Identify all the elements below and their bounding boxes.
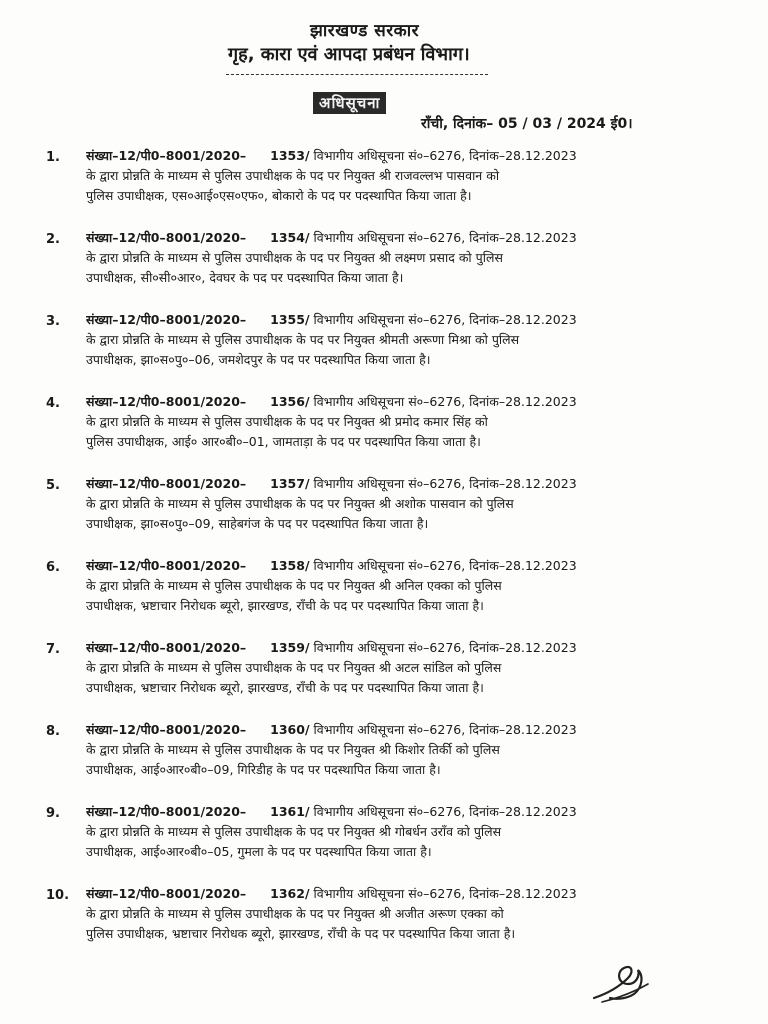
- reference-number: संख्या–12/पी0–8001/2020–: [86, 804, 247, 819]
- entry-10: [0, 876, 768, 956]
- entry-line-1-rest: विभागीय अधिसूचना सं०–6276, दिनांक–28.12.2023: [313, 558, 577, 573]
- entry-7: [0, 630, 768, 710]
- reference-number: संख्या–12/पी0–8001/2020–: [86, 722, 247, 737]
- entry-line-1-rest: विभागीय अधिसूचना सं०–6276, दिनांक–28.12.2023: [313, 804, 577, 819]
- entry-2: [0, 220, 768, 300]
- entry-1: [0, 138, 768, 218]
- reference-number: संख्या–12/पी0–8001/2020–: [86, 886, 247, 901]
- entry-line-1-rest: विभागीय अधिसूचना सं०–6276, दिनांक–28.12.2023: [313, 230, 577, 245]
- entry-line-2: के द्वारा प्रोन्नति के माध्यम से पुलिस उपाधीक्षक के पद पर नियुक्त श्री गोबर्धन उराँव को पुलिस: [86, 824, 502, 839]
- entry-line-3: पुलिस उपाधीक्षक, आई० आर०बी०–01, जामताड़ा के पद पर पदस्थापित किया जाता है।: [86, 434, 481, 449]
- serial-number: 1355/: [270, 312, 310, 327]
- entry-line-2: के द्वारा प्रोन्नति के माध्यम से पुलिस उपाधीक्षक के पद पर नियुक्त श्री किशोर तिर्की को पुलिस: [86, 742, 500, 757]
- entry-line-2: के द्वारा प्रोन्नति के माध्यम से पुलिस उपाधीक्षक के पद पर नियुक्त श्री प्रमोद कमार सिंह को: [86, 414, 488, 429]
- entry-line-3: उपाधीक्षक, झा०स०पु०–06, जमशेदपुर के पद पर पदस्थापित किया जाता है।: [86, 352, 431, 367]
- entry-line-2: के द्वारा प्रोन्नति के माध्यम से पुलिस उपाधीक्षक के पद पर नियुक्त श्री अजीत अरूण एक्का को: [86, 906, 504, 921]
- entry-number: 5.: [46, 478, 60, 493]
- entry-line-2: के द्वारा प्रोन्नति के माध्यम से पुलिस उपाधीक्षक के पद पर नियुक्त श्री अशोक पासवान को पुलिस: [86, 496, 514, 511]
- signature-icon: [588, 958, 652, 1004]
- reference-number: संख्या–12/पी0–8001/2020–: [86, 312, 247, 327]
- entry-line-1: [86, 392, 666, 412]
- entry-number: 10.: [46, 888, 70, 903]
- serial-number: 1358/: [270, 558, 310, 573]
- entry-3: [0, 302, 768, 382]
- entry-number: 4.: [46, 396, 60, 411]
- entry-line-1-rest: विभागीय अधिसूचना सं०–6276, दिनांक–28.12.2023: [313, 148, 577, 163]
- notification-title: अधिसूचना: [313, 92, 386, 114]
- entry-line-1: [86, 146, 666, 166]
- entry-line-2: के द्वारा प्रोन्नति के माध्यम से पुलिस उपाधीक्षक के पद पर नियुक्त श्रीमती अरूणा मिश्रा को पुलिस: [86, 332, 520, 347]
- entry-number: 6.: [46, 560, 60, 575]
- reference-number: संख्या–12/पी0–8001/2020–: [86, 640, 247, 655]
- department-name: गृह, कारा एवं आपदा प्रबंधन विभाग।: [228, 44, 470, 65]
- entry-line-3: उपाधीक्षक, आई०आर०बी०–09, गिरिडीह के पद पर पदस्थापित किया जाता है।: [86, 762, 441, 777]
- serial-number: 1361/: [270, 804, 310, 819]
- entry-9: [0, 794, 768, 874]
- entry-line-1-rest: विभागीय अधिसूचना सं०–6276, दिनांक–28.12.2023: [313, 722, 577, 737]
- entry-line-1: [86, 638, 666, 658]
- entry-line-3: पुलिस उपाधीक्षक, एस०आई०एस०एफ०, बोकारो के पद पर पदस्थापित किया जाता है।: [86, 188, 472, 203]
- entry-line-1-rest: विभागीय अधिसूचना सं०–6276, दिनांक–28.12.2023: [313, 394, 577, 409]
- entry-line-3: उपाधीक्षक, सी०सी०आर०, देवघर के पद पर पदस्थापित किया जाता है।: [86, 270, 404, 285]
- entry-number: 7.: [46, 642, 60, 657]
- serial-number: 1359/: [270, 640, 310, 655]
- entry-4: [0, 384, 768, 464]
- entry-line-2: के द्वारा प्रोन्नति के माध्यम से पुलिस उपाधीक्षक के पद पर नियुक्त श्री अटल सांडिल को पुलिस: [86, 660, 502, 675]
- entry-line-2: के द्वारा प्रोन्नति के माध्यम से पुलिस उपाधीक्षक के पद पर नियुक्त श्री राजवल्लभ पासवान को: [86, 168, 500, 183]
- serial-number: 1354/: [270, 230, 310, 245]
- place-and-date: राँची, दिनांक– 05 / 03 / 2024 ई0।: [421, 116, 633, 132]
- entry-line-1: [86, 228, 666, 248]
- serial-number: 1356/: [270, 394, 310, 409]
- entry-line-1: [86, 556, 666, 576]
- serial-number: 1360/: [270, 722, 310, 737]
- entry-line-3: उपाधीक्षक, आई०आर०बी०–05, गुमला के पद पर पदस्थापित किया जाता है।: [86, 844, 432, 859]
- entry-8: [0, 712, 768, 792]
- entry-number: 2.: [46, 232, 60, 247]
- entry-number: 9.: [46, 806, 60, 821]
- serial-number: 1353/: [270, 148, 310, 163]
- entry-line-3: उपाधीक्षक, भ्रष्टाचार निरोधक ब्यूरो, झारखण्ड, राँची के पद पर पदस्थापित किया जाता है।: [86, 598, 484, 613]
- entry-line-1-rest: विभागीय अधिसूचना सं०–6276, दिनांक–28.12.2023: [313, 886, 577, 901]
- entry-line-1-rest: विभागीय अधिसूचना सं०–6276, दिनांक–28.12.2023: [313, 640, 577, 655]
- reference-number: संख्या–12/पी0–8001/2020–: [86, 394, 247, 409]
- entry-line-2: के द्वारा प्रोन्नति के माध्यम से पुलिस उपाधीक्षक के पद पर नियुक्त श्री अनिल एक्का को पुलिस: [86, 578, 502, 593]
- serial-number: 1362/: [270, 886, 310, 901]
- header-divider: [226, 74, 488, 75]
- entry-number: 8.: [46, 724, 60, 739]
- government-name: झारखण्ड सरकार: [310, 21, 420, 41]
- entry-line-1: [86, 802, 666, 822]
- entry-number: 1.: [46, 150, 60, 165]
- entry-5: [0, 466, 768, 546]
- entry-line-1: [86, 310, 666, 330]
- entry-line-1: [86, 474, 666, 494]
- reference-number: संख्या–12/पी0–8001/2020–: [86, 558, 247, 573]
- entry-line-1: [86, 884, 666, 904]
- entry-line-1-rest: विभागीय अधिसूचना सं०–6276, दिनांक–28.12.2023: [313, 476, 577, 491]
- entry-line-1: [86, 720, 666, 740]
- entry-line-3: पुलिस उपाधीक्षक, भ्रष्टाचार निरोधक ब्यूरो, झारखण्ड, राँची के पद पर पदस्थापित किया जाता है।: [86, 926, 516, 941]
- reference-number: संख्या–12/पी0–8001/2020–: [86, 476, 247, 491]
- entry-line-3: उपाधीक्षक, झा०स०पु०–09, साहेबगंज के पद पर पदस्थापित किया जाता है।: [86, 516, 429, 531]
- entry-number: 3.: [46, 314, 60, 329]
- entry-line-2: के द्वारा प्रोन्नति के माध्यम से पुलिस उपाधीक्षक के पद पर नियुक्त श्री लक्ष्मण प्रसाद को पुलिस: [86, 250, 503, 265]
- entry-6: [0, 548, 768, 628]
- entry-line-1-rest: विभागीय अधिसूचना सं०–6276, दिनांक–28.12.2023: [313, 312, 577, 327]
- entry-line-3: उपाधीक्षक, भ्रष्टाचार निरोधक ब्यूरो, झारखण्ड, राँची के पद पर पदस्थापित किया जाता है।: [86, 680, 484, 695]
- serial-number: 1357/: [270, 476, 310, 491]
- reference-number: संख्या–12/पी0–8001/2020–: [86, 148, 247, 163]
- reference-number: संख्या–12/पी0–8001/2020–: [86, 230, 247, 245]
